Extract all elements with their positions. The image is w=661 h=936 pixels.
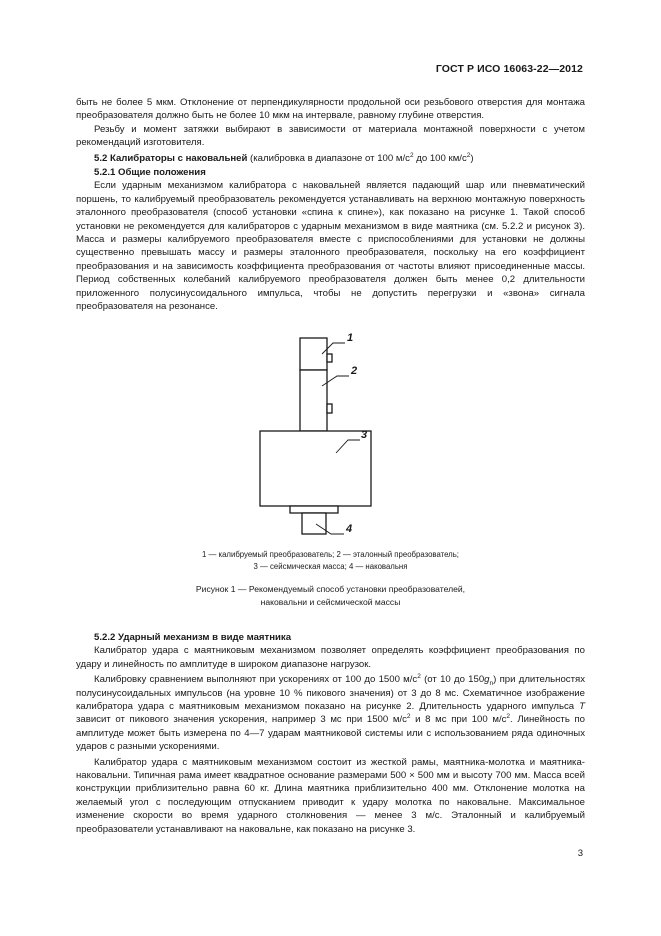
sup-3: 2 — [417, 673, 421, 681]
connector-2-shape — [327, 404, 332, 413]
section-5-2-title: 5.2 Калибраторы с наковальней — [94, 152, 248, 164]
intro-paragraph-2: Резьбу и момент затяжки выбирают в зависимости от материала монтажной поверхности с учетом рекомендаций изготовителя. — [76, 123, 585, 149]
p2-subscript-n: n — [489, 680, 494, 688]
anvil-top-shape — [290, 506, 338, 513]
standard-header: ГОСТ Р ИСО 16063-22—2012 — [435, 63, 583, 75]
figure-label-2: 2 — [351, 365, 358, 377]
p2-part-d: зависит от пикового значения ускорения, например 3 мс при 1500 м/с — [76, 714, 407, 726]
section-5-2-1-heading: 5.2.1 Общие положения — [94, 167, 206, 179]
section-5-2-heading — [76, 152, 585, 165]
figure-1-legend-line-2: 3 — сейсмическая масса; 4 — наковальня — [253, 561, 408, 571]
p2-symbol-t: T — [579, 701, 585, 713]
section-5-2-subtitle-c: ) — [470, 152, 474, 164]
section-5-2-1-text: Если ударным механизмом калибратора с наковальней является падающий шар или пневматический поршень, то калибруемый преобразователь рекомендуется устанавливать на верхнюю монтажную поверхность эталонного преобразователя (способ установки «спина к спине»), как показано на рисунке 1. Такой способ установки не рекомендуется для калибраторов с ударным механизмом в виде маятника (см. 5.2.2 и рисунок 3). Масса и размеры калибруемого преобразователя вместе с приспособлениями для установки не должны существенно превышать массу и размеры эталонного преобразователя, поскольку на его коэффициент преобразования и на зависимость коэффициента преобразования от частоты влияют присоединенные массы. Период собственных колебаний калибруемого преобразователя должен быть менее 0,2 длительности приложенного полусинусоидального импульса, чтобы не допустить перегрузки и «звона» сигнала преобразователя на резонансе. — [76, 180, 585, 313]
section-5-2-subtitle-a: (калибровка в диапазоне от 100 м/с — [250, 152, 410, 164]
sup-5: 2 — [506, 713, 511, 721]
reference-transducer-shape — [300, 370, 327, 431]
figure-1-title-line-1: Рисунок 1 — Рекомендуемый способ установки преобразователей, — [195, 584, 466, 594]
figure-1-legend-line-1: 1 — калибруемый преобразователь; 2 — эталонный преобразователь; — [202, 550, 459, 559]
sup-2: 2 — [466, 151, 471, 159]
p2-part-f: . Линейность по амплитуде может быть измерена по 4—7 ударам маятниковой системы или с использованием ряда одиночных ударов с разными ускорениями. — [76, 714, 585, 753]
connector-1-shape — [327, 354, 332, 362]
section-5-2-2-paragraph-3: Калибратор удара с маятниковым механизмом состоит из жесткой рамы, маятника-молотка и маятника-наковальни. Типичная рама имеет квадратное основание размерами 500 × 500 мм и высоту 700 мм. Масса всей конструкции приблизительно равна 60 кг. Длина маятника приблизительно 400 мм. Отклонение молотка на желаемый угол с последующим отпусканием приводит к удару молотка по наковальне. Максимальное изменение скорости во время ударного столкновения — менее 3 м/с. Эталонный и калибруемый преобразователи устанавливают на наковальне, как показано на рисунке 3. — [76, 756, 585, 835]
p2-part-e: и 8 мс при 100 м/с — [410, 714, 507, 726]
figure-1-diagram — [250, 330, 400, 545]
p2-part-b: (от 10 до 150 — [420, 674, 485, 686]
sup-4: 2 — [406, 713, 411, 721]
section-5-2-2-heading: 5.2.2 Ударный механизм в виде маятника — [94, 632, 292, 643]
p2-part-c: ) при длительностях полусинусоидальных импульсов (на уровне 10 % пикового значения) от 3 до 8 мс. Схематичное изображение калибратора удара с маятниковым механизмом показано на рисунке 2. Длительность ударного импульса — [76, 674, 585, 713]
section-5-2-subtitle-b: до 100 км/с — [413, 152, 467, 164]
sup-1: 2 — [409, 151, 414, 159]
figure-1-legend — [76, 549, 585, 572]
section-5-2-2-paragraph-1: Калибратор удара с маятниковым механизмом позволяет определять коэффициент преобразования по удару и линейность по амплитуде в широком диапазоне нагрузок. — [76, 645, 585, 670]
anvil-bottom-shape — [302, 513, 326, 534]
seismic-mass-shape — [260, 431, 371, 506]
figure-label-4: 4 — [346, 523, 353, 535]
figure-1-title — [76, 583, 585, 609]
section-5-2-2-paragraph-2 — [76, 673, 585, 753]
intro-text — [76, 96, 585, 314]
section-5-2-2 — [76, 631, 585, 836]
page-number: 3 — [577, 848, 583, 859]
calibrated-transducer-shape — [300, 338, 327, 370]
intro-paragraph-1: быть не более 5 мкм. Отклонение от перпендикулярности продольной оси резьбового отверстия для монтажа преобразователя должно быть не более 10 мкм на интервале, равному глубине отверстия. — [76, 97, 585, 122]
figure-1-title-line-2: наковальни и сейсмической массы — [260, 597, 401, 607]
figure-label-1: 1 — [347, 332, 354, 344]
p2-symbol-g: g — [484, 674, 490, 686]
p2-part-a: Калибровку сравнением выполняют при ускорениях от 100 до 1500 м/с — [94, 674, 418, 686]
figure-label-3: 3 — [361, 429, 368, 441]
